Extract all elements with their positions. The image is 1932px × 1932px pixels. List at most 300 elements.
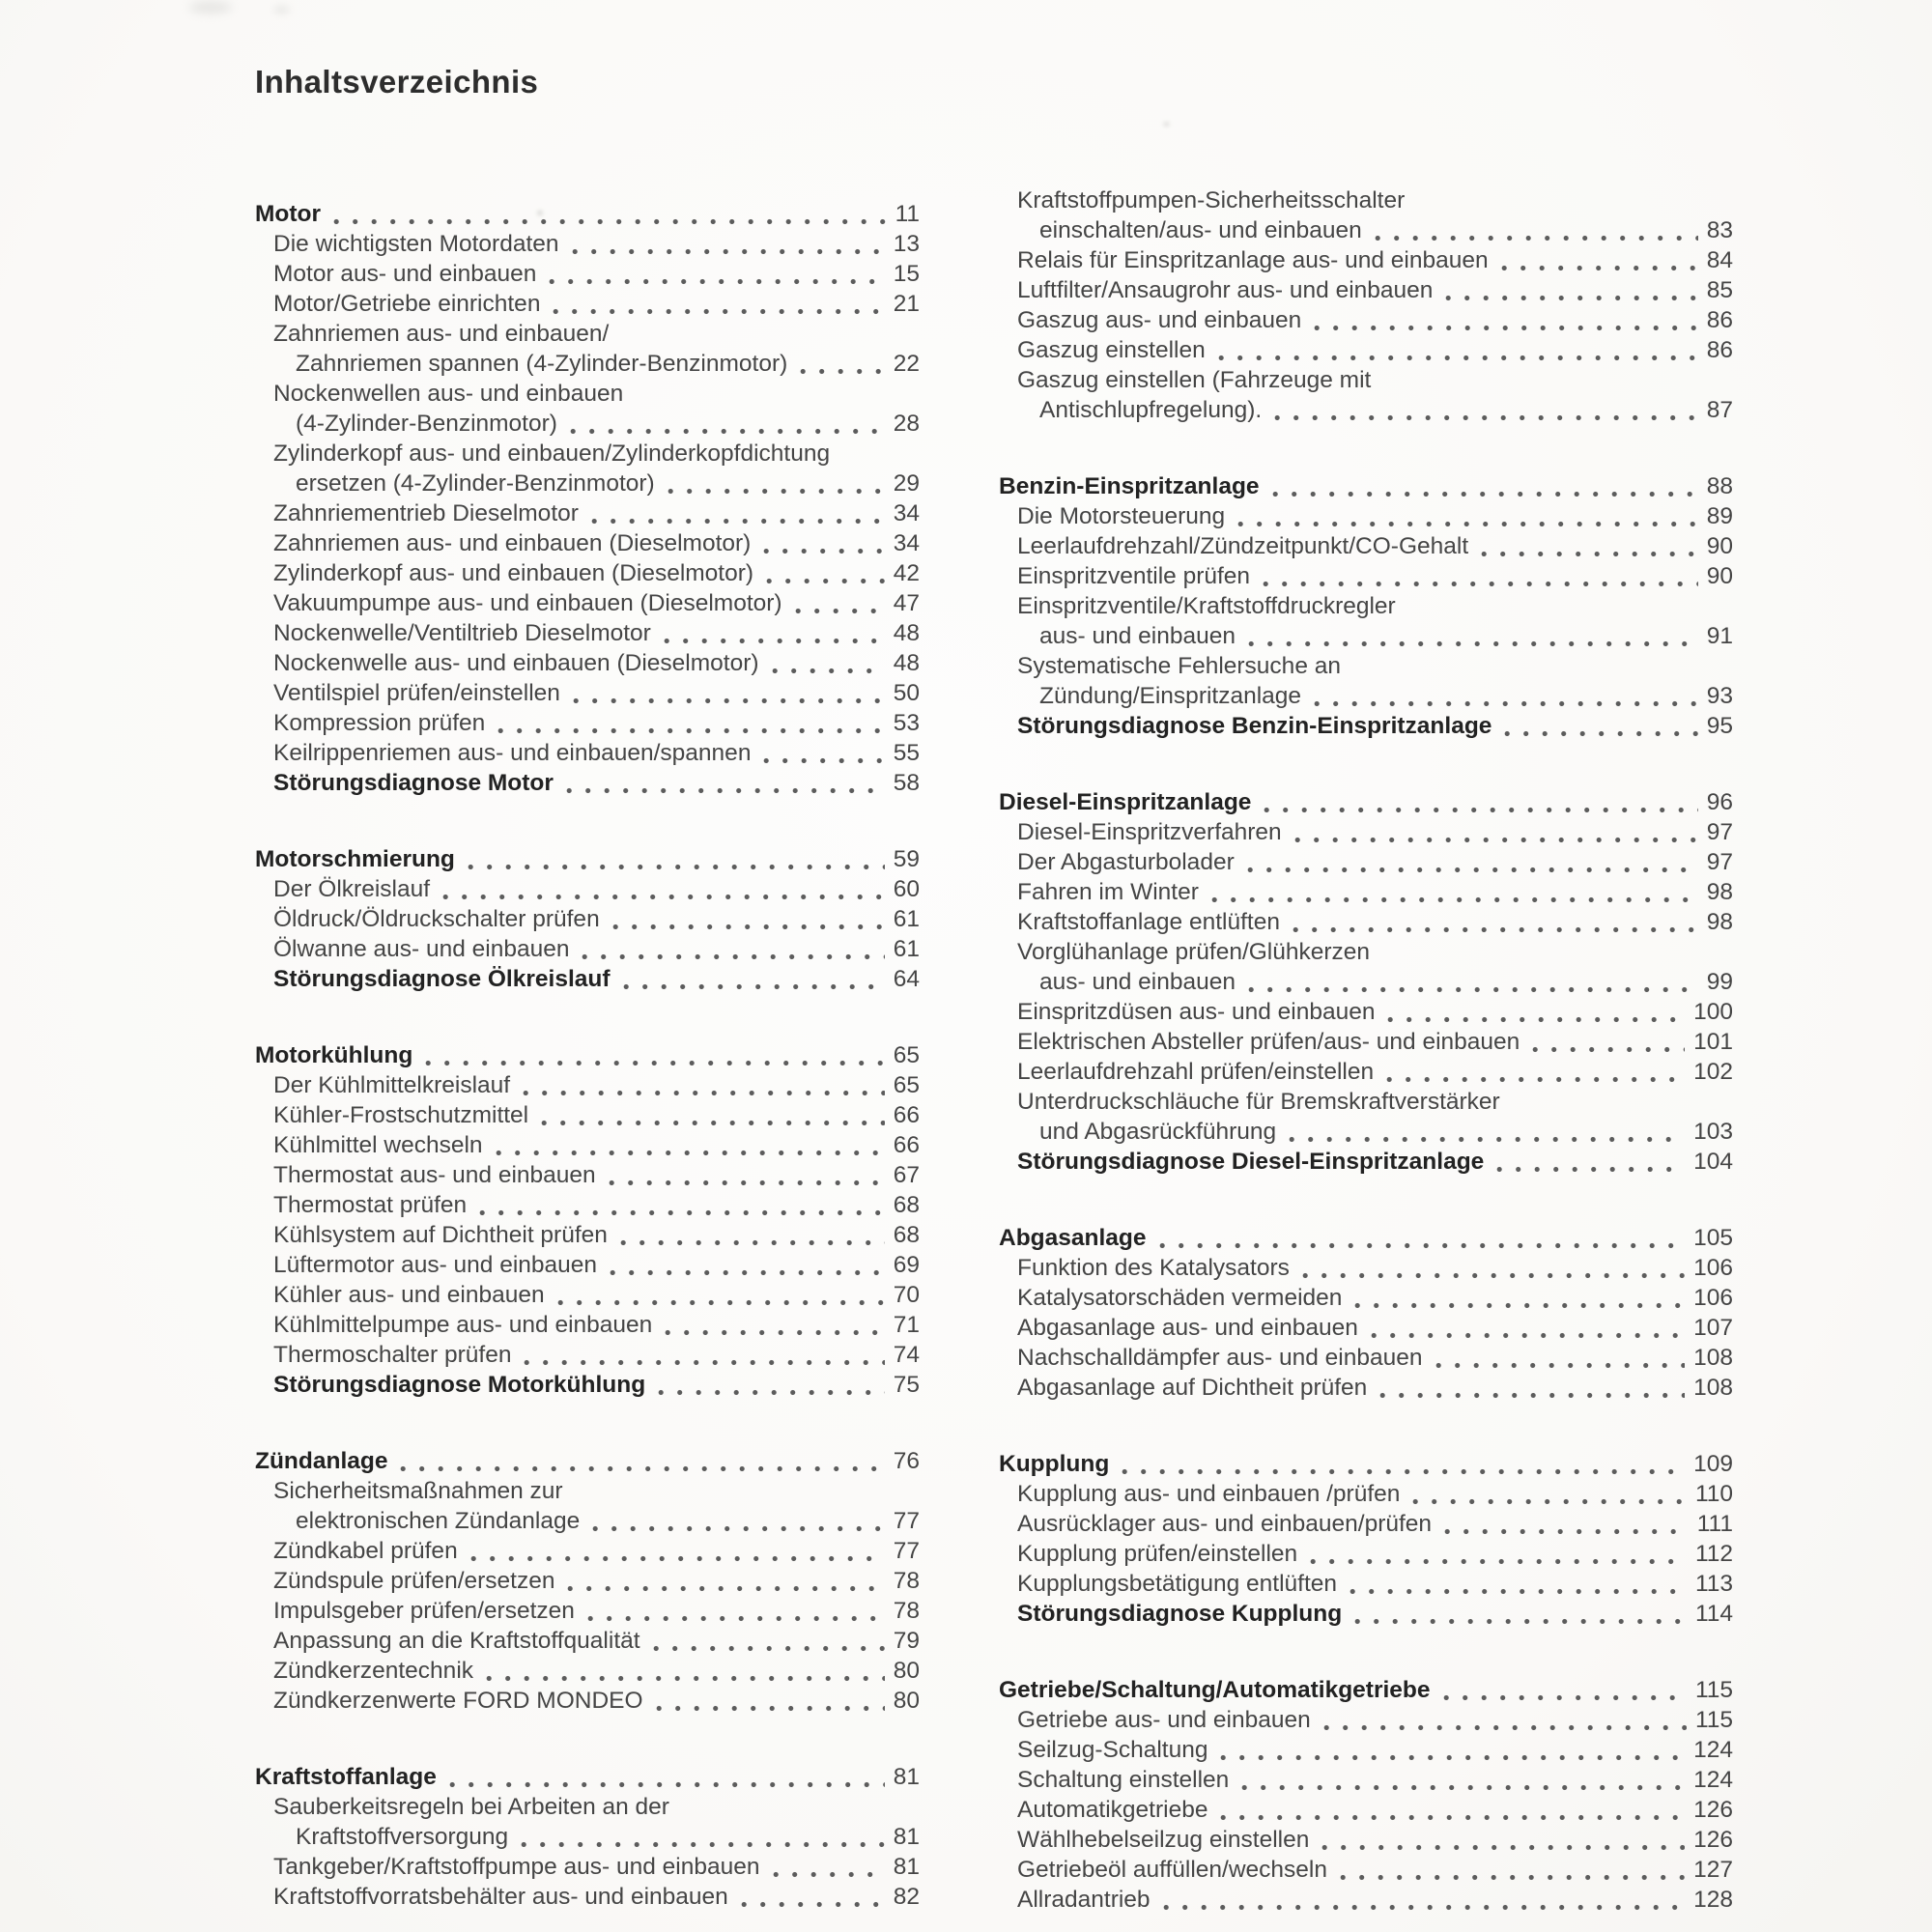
toc-entry-text: Gaszug einstellen [1017, 337, 1206, 363]
toc-entry-text: Leerlaufdrehzahl/Zündzeitpunkt/CO-Gehalt [1017, 533, 1469, 559]
toc-section [999, 185, 1733, 425]
page-number: 99 [1706, 969, 1733, 995]
dot-leader [1263, 561, 1698, 591]
toc-entry [255, 528, 920, 558]
page-number: 65 [893, 1072, 920, 1098]
toc-entry [999, 681, 1733, 711]
dot-leader [1532, 1027, 1685, 1057]
dot-leader [1237, 501, 1698, 531]
page-number: 29 [893, 470, 920, 497]
page-number: 53 [893, 710, 920, 736]
toc-entry-text: Impulsgeber prüfen/ersetzen [273, 1598, 575, 1624]
page-number: 81 [893, 1854, 920, 1880]
dot-leader [1302, 1253, 1685, 1283]
toc-entry-text: Kraftstoffanlage entlüften [1017, 909, 1280, 935]
toc-entry [999, 1599, 1733, 1629]
toc-entry [255, 289, 920, 319]
toc-entry [255, 469, 920, 498]
toc-entry-text: Fahren im Winter [1017, 879, 1199, 905]
toc-entry-text: Kraftstoffversorgung [296, 1824, 509, 1850]
dot-leader [1444, 1509, 1689, 1539]
toc-entry [255, 1656, 920, 1686]
dot-leader [1496, 1147, 1685, 1177]
page-number: 48 [893, 650, 920, 676]
dot-leader [523, 1070, 885, 1100]
toc-entry-text: Leerlaufdrehzahl prüfen/einstellen [1017, 1059, 1375, 1085]
page-number: 90 [1706, 563, 1733, 589]
toc-entry-text: Schaltung einstellen [1017, 1767, 1230, 1793]
page-number: 110 [1694, 1481, 1733, 1507]
page-number: 112 [1694, 1541, 1733, 1567]
toc-entry-text: Kupplung [999, 1451, 1110, 1477]
toc-entry-text: Kühler-Frostschutzmittel [273, 1102, 529, 1128]
toc-entry [999, 215, 1733, 245]
toc-entry [255, 1070, 920, 1100]
toc-entry-text: Thermostat prüfen [273, 1192, 468, 1218]
toc-entry [999, 1855, 1733, 1885]
toc-entry [255, 558, 920, 588]
dot-leader [658, 1370, 885, 1400]
toc-column-right [999, 185, 1733, 1915]
page-number: 60 [893, 876, 920, 902]
scan-artifact [1163, 122, 1170, 127]
page-number: 103 [1693, 1119, 1733, 1145]
dot-leader [479, 1190, 885, 1220]
toc-entry-text: Zündkerzenwerte FORD MONDEO [273, 1688, 643, 1714]
toc-entry-text: Öldruck/Öldruckschalter prüfen [273, 906, 600, 932]
toc-entry-text: Nockenwellen aus- und einbauen [273, 381, 624, 407]
page-number: 34 [893, 530, 920, 556]
toc-entry [255, 904, 920, 934]
dot-leader [1248, 967, 1698, 997]
page-number: 69 [893, 1252, 920, 1278]
toc-entry-text: Kraftstoffanlage [255, 1764, 437, 1790]
page-number: 77 [893, 1508, 920, 1534]
toc-entry [255, 678, 920, 708]
toc-entry-text: aus- und einbauen [1039, 969, 1236, 995]
toc-entry-text: Funktion des Katalysators [1017, 1255, 1290, 1281]
toc-entry [255, 1792, 920, 1822]
dot-leader [400, 1446, 884, 1476]
toc-entry [999, 877, 1733, 907]
toc-entry-text: Vorglühanlage prüfen/Glühkerzen [1017, 939, 1371, 965]
page-number: 82 [893, 1884, 920, 1910]
page-number: 79 [893, 1628, 920, 1654]
toc-entry-text: Abgasanlage auf Dichtheit prüfen [1017, 1375, 1368, 1401]
toc-entry [999, 305, 1733, 335]
toc-entry-text: Thermostat aus- und einbauen [273, 1162, 596, 1188]
toc-entry-text: Störungsdiagnose Motorkühlung [273, 1372, 646, 1398]
dot-leader [800, 349, 884, 379]
dot-leader [496, 1130, 885, 1160]
dot-leader [1218, 335, 1698, 365]
toc-entry-text: Seilzug-Schaltung [1017, 1737, 1208, 1763]
dot-leader [1248, 621, 1698, 651]
toc-section [999, 471, 1733, 741]
dot-leader [566, 768, 885, 798]
toc-entry-text: Kraftstoffpumpen-Sicherheitsschalter [1017, 187, 1406, 213]
dot-leader [425, 1040, 884, 1070]
toc-entry-text: Getriebe aus- und einbauen [1017, 1707, 1311, 1733]
dot-leader [570, 409, 885, 439]
toc-entry-text: Der Kühlmittelkreislauf [273, 1072, 511, 1098]
toc-entry-text: Gaszug einstellen (Fahrzeuge mit [1017, 367, 1372, 393]
dot-leader [486, 1656, 885, 1686]
toc-entry [255, 1220, 920, 1250]
toc-entry-text: Ausrücklager aus- und einbauen/prüfen [1017, 1511, 1433, 1537]
dot-leader [1272, 471, 1698, 501]
page-number: 85 [1706, 277, 1733, 303]
toc-entry-text: Störungsdiagnose Diesel-Einspritzanlage [1017, 1149, 1485, 1175]
page-number: 71 [893, 1312, 920, 1338]
toc-entry-text: Sauberkeitsregeln bei Arbeiten an der [273, 1794, 669, 1820]
toc-entry [999, 185, 1733, 215]
toc-entry [999, 275, 1733, 305]
dot-leader [1435, 1343, 1686, 1373]
page-number: 104 [1693, 1149, 1733, 1175]
page-number: 80 [893, 1658, 920, 1684]
page-number: 80 [893, 1688, 920, 1714]
page-number: 105 [1693, 1225, 1733, 1251]
toc-entry [255, 1822, 920, 1852]
page-number: 47 [893, 590, 920, 616]
dot-leader [1354, 1283, 1685, 1313]
dot-leader [1310, 1539, 1687, 1569]
page-number: 101 [1693, 1029, 1733, 1055]
page-number: 77 [893, 1538, 920, 1564]
toc-entry-text: Zündkabel prüfen [273, 1538, 458, 1564]
toc-column-left [255, 199, 920, 1912]
page-number: 28 [893, 411, 920, 437]
page-number: 97 [1706, 819, 1733, 845]
page-title: Inhaltsverzeichnis [255, 64, 539, 99]
toc-section-header [999, 471, 1733, 501]
page-number: 22 [893, 351, 920, 377]
page-number: 83 [1706, 217, 1733, 243]
dot-leader [612, 904, 885, 934]
toc-entry [255, 319, 920, 349]
dot-leader [763, 738, 884, 768]
toc-entry [999, 907, 1733, 937]
toc-entry-text: Luftfilter/Ansaugrohr aus- und einbauen [1017, 277, 1434, 303]
toc-entry-text: Getriebe/Schaltung/Automatikgetriebe [999, 1677, 1431, 1703]
toc-section [255, 1762, 920, 1912]
page-number: 34 [893, 500, 920, 526]
toc-section-header [999, 1449, 1733, 1479]
toc-entry [255, 1280, 920, 1310]
toc-entry [255, 1476, 920, 1506]
toc-entry [255, 618, 920, 648]
scan-artifact [189, 1, 232, 14]
toc-section-header [999, 1223, 1733, 1253]
scan-artifact [273, 5, 290, 14]
toc-entry-text: Störungsdiagnose Benzin-Einspritzanlage [1017, 713, 1492, 739]
dot-leader [610, 1250, 885, 1280]
toc-entry [255, 1566, 920, 1596]
toc-entry-text: einschalten/aus- und einbauen [1039, 217, 1362, 243]
toc-entry-text: und Abgasrückführung [1039, 1119, 1277, 1145]
toc-entry-text: Getriebeöl auffüllen/wechseln [1017, 1857, 1327, 1883]
toc-entry [999, 651, 1733, 681]
toc-section [999, 1223, 1733, 1403]
toc-section [999, 787, 1733, 1177]
page-number: 93 [1706, 683, 1733, 709]
page-number: 70 [893, 1282, 920, 1308]
toc-entry-text: Einspritzventile/Kraftstoffdruckregler [1017, 593, 1396, 619]
toc-entry-text: Wählhebelseilzug einstellen [1017, 1827, 1310, 1853]
toc-entry-text: Sicherheitsmaßnahmen zur [273, 1478, 563, 1504]
page-number: 78 [893, 1568, 920, 1594]
dot-leader [549, 259, 884, 289]
toc-entry-text: Kühlmittel wechseln [273, 1132, 483, 1158]
dot-leader [449, 1762, 885, 1792]
page-number: 74 [893, 1342, 920, 1368]
toc-entry [999, 1087, 1733, 1117]
toc-entry-text: Allradantrieb [1017, 1887, 1151, 1913]
toc-entry [255, 1626, 920, 1656]
dot-leader [521, 1822, 885, 1852]
dot-leader [1443, 1675, 1687, 1705]
toc-entry [999, 1313, 1733, 1343]
toc-entry-text: Störungsdiagnose Motor [273, 770, 554, 796]
toc-entry-text: Die wichtigsten Motordaten [273, 231, 559, 257]
page-number: 107 [1693, 1315, 1733, 1341]
toc-section [999, 1675, 1733, 1915]
toc-entry [999, 1283, 1733, 1313]
toc-entry [255, 409, 920, 439]
dot-leader [1159, 1223, 1686, 1253]
page-number: 91 [1706, 623, 1733, 649]
toc-entry [999, 365, 1733, 395]
toc-entry-text: Relais für Einspritzanlage aus- und einbauen [1017, 247, 1489, 273]
page-number: 13 [893, 231, 920, 257]
dot-leader [1354, 1599, 1687, 1629]
page-number: 64 [893, 966, 920, 992]
toc-entry [255, 1250, 920, 1280]
dot-leader [497, 708, 884, 738]
page-number: 115 [1694, 1677, 1733, 1703]
toc-entry [255, 229, 920, 259]
toc-entry [255, 738, 920, 768]
dot-leader [442, 874, 885, 904]
dot-leader [763, 528, 884, 558]
toc-entry-text: Ventilspiel prüfen/einstellen [273, 680, 560, 706]
dot-leader [553, 289, 884, 319]
dot-leader [1163, 1885, 1686, 1915]
toc-entry-text: Tankgeber/Kraftstoffpumpe aus- und einbauen [273, 1854, 760, 1880]
toc-entry [255, 1596, 920, 1626]
page-number: 126 [1693, 1797, 1733, 1823]
toc-entry [999, 1117, 1733, 1147]
dot-leader [1350, 1569, 1687, 1599]
toc-entry-text: Die Motorsteuerung [1017, 503, 1226, 529]
dot-leader [1314, 681, 1698, 711]
toc-entry [255, 648, 920, 678]
page-number: 65 [893, 1042, 920, 1068]
toc-entry [999, 1147, 1733, 1177]
dot-leader [772, 648, 885, 678]
toc-section-header [255, 1040, 920, 1070]
toc-section-header [255, 844, 920, 874]
dot-leader [623, 964, 885, 994]
toc-entry [999, 501, 1733, 531]
dot-leader [470, 1536, 885, 1566]
toc-entry-text: Motor [255, 201, 322, 227]
dot-leader [665, 1310, 884, 1340]
toc-entry-text: Kupplung prüfen/einstellen [1017, 1541, 1298, 1567]
toc-entry [999, 1343, 1733, 1373]
toc-entry [999, 1765, 1733, 1795]
toc-entry-text: Einspritzventile prüfen [1017, 563, 1251, 589]
toc-entry [255, 1506, 920, 1536]
toc-entry [255, 1130, 920, 1160]
toc-entry-text: Zündspule prüfen/ersetzen [273, 1568, 555, 1594]
toc-entry [999, 561, 1733, 591]
page-number: 127 [1693, 1857, 1733, 1883]
toc-entry [255, 874, 920, 904]
page-number: 124 [1693, 1767, 1733, 1793]
dot-leader [573, 678, 885, 708]
page-number: 128 [1693, 1887, 1733, 1913]
toc-entry [255, 1100, 920, 1130]
dot-leader [582, 934, 884, 964]
toc-entry [999, 1705, 1733, 1735]
page-number: 21 [893, 291, 920, 317]
dot-leader [1289, 1117, 1685, 1147]
page-number: 106 [1693, 1255, 1733, 1281]
dot-leader [1375, 215, 1698, 245]
page-number: 75 [893, 1372, 920, 1398]
dot-leader [609, 1160, 885, 1190]
page-number: 11 [895, 201, 920, 227]
toc-entry [999, 531, 1733, 561]
toc-entry-text: Motor aus- und einbauen [273, 261, 537, 287]
toc-entry-text: Motorkühlung [255, 1042, 413, 1068]
page-number: 61 [893, 936, 920, 962]
toc-entry-text: Zündkerzentechnik [273, 1658, 474, 1684]
toc-entry-text: Störungsdiagnose Kupplung [1017, 1601, 1343, 1627]
dot-leader [1220, 1735, 1685, 1765]
toc-entry [999, 1735, 1733, 1765]
toc-entry [255, 1310, 920, 1340]
toc-entry-text: Lüftermotor aus- und einbauen [273, 1252, 598, 1278]
toc-section-header [255, 1446, 920, 1476]
toc-entry [255, 964, 920, 994]
toc-entry-text: Automatikgetriebe [1017, 1797, 1208, 1823]
toc-entry-text: Elektrischen Absteller prüfen/aus- und einbauen [1017, 1029, 1520, 1055]
toc-entry [255, 1340, 920, 1370]
dot-leader [766, 558, 885, 588]
toc-section [999, 1449, 1733, 1629]
page-number: 58 [893, 770, 920, 796]
page-number: 111 [1696, 1511, 1733, 1537]
toc-entry [999, 711, 1733, 741]
page-number: 124 [1693, 1737, 1733, 1763]
toc-entry-text: Benzin-Einspritzanlage [999, 473, 1260, 499]
page-number: 97 [1706, 849, 1733, 875]
dot-leader [1220, 1795, 1685, 1825]
toc-entry-text: Nockenwelle aus- und einbauen (Dieselmotor) [273, 650, 759, 676]
toc-entry-text: (4-Zylinder-Benzinmotor) [296, 411, 557, 437]
toc-entry [999, 1027, 1733, 1057]
toc-entry [999, 1825, 1733, 1855]
toc-entry [999, 245, 1733, 275]
dot-leader [1412, 1479, 1687, 1509]
dot-leader [1211, 877, 1698, 907]
page-number: 42 [893, 560, 920, 586]
page-number: 59 [893, 846, 920, 872]
toc-entry-text: Zylinderkopf aus- und einbauen (Dieselmotor) [273, 560, 754, 586]
toc-entry [999, 1539, 1733, 1569]
page-number: 113 [1694, 1571, 1733, 1597]
toc-section-header [255, 199, 920, 229]
page-number: 68 [893, 1222, 920, 1248]
toc-section-header [999, 1675, 1733, 1705]
toc-entry-text: Diesel-Einspritzanlage [999, 789, 1252, 815]
toc-entry-text: Kupplungsbetätigung entlüften [1017, 1571, 1338, 1597]
toc-entry-text: Diesel-Einspritzverfahren [1017, 819, 1282, 845]
toc-entry-text: Zündanlage [255, 1448, 388, 1474]
toc-entry-text: Kühlsystem auf Dichtheit prüfen [273, 1222, 608, 1248]
toc-entry [255, 1852, 920, 1882]
toc-entry-text: Störungsdiagnose Ölkreislauf [273, 966, 611, 992]
toc-entry [255, 708, 920, 738]
toc-entry [999, 817, 1733, 847]
toc-section [255, 1446, 920, 1716]
dot-leader [620, 1220, 885, 1250]
toc-entry [999, 1479, 1733, 1509]
toc-entry-text: Ölwanne aus- und einbauen [273, 936, 570, 962]
toc-entry [999, 591, 1733, 621]
toc-entry-text: Unterdruckschläuche für Bremskraftverstärker [1017, 1089, 1500, 1115]
dot-leader [557, 1280, 885, 1310]
dot-leader [1340, 1855, 1685, 1885]
toc-entry-text: Motorschmierung [255, 846, 455, 872]
toc-entry-text: Kraftstoffvorratsbehälter aus- und einbauen [273, 1884, 728, 1910]
dot-leader [468, 844, 885, 874]
toc-entry [999, 1057, 1733, 1087]
toc-entry [999, 1509, 1733, 1539]
toc-entry [999, 967, 1733, 997]
toc-entry-text: Antischlupfregelung). [1039, 397, 1263, 423]
toc-entry [999, 1373, 1733, 1403]
toc-entry-text: Einspritzdüsen aus- und einbauen [1017, 999, 1376, 1025]
toc-entry-text: Nockenwelle/Ventiltrieb Dieselmotor [273, 620, 651, 646]
dot-leader [1501, 245, 1698, 275]
toc-entry [999, 335, 1733, 365]
toc-entry-text: Zahnriemen spannen (4-Zylinder-Benzinmotor) [296, 351, 788, 377]
dot-leader [1481, 531, 1698, 561]
page-number: 126 [1693, 1827, 1733, 1853]
page-number: 98 [1706, 879, 1733, 905]
page-number: 84 [1706, 247, 1733, 273]
page-number: 86 [1706, 337, 1733, 363]
toc-entry-text: Vakuumpumpe aus- und einbauen (Dieselmotor) [273, 590, 782, 616]
toc-entry-text: Der Ölkreislauf [273, 876, 431, 902]
page-number: 88 [1706, 473, 1733, 499]
toc-entry [999, 621, 1733, 651]
page-number: 86 [1706, 307, 1733, 333]
toc-entry-text: Gaszug aus- und einbauen [1017, 307, 1302, 333]
dot-leader [1294, 817, 1698, 847]
dot-leader [773, 1852, 885, 1882]
toc-entry [999, 1569, 1733, 1599]
toc-section [255, 1040, 920, 1400]
toc-section [255, 844, 920, 994]
page-number: 108 [1693, 1375, 1733, 1401]
dot-leader [668, 469, 885, 498]
toc-entry [255, 1370, 920, 1400]
